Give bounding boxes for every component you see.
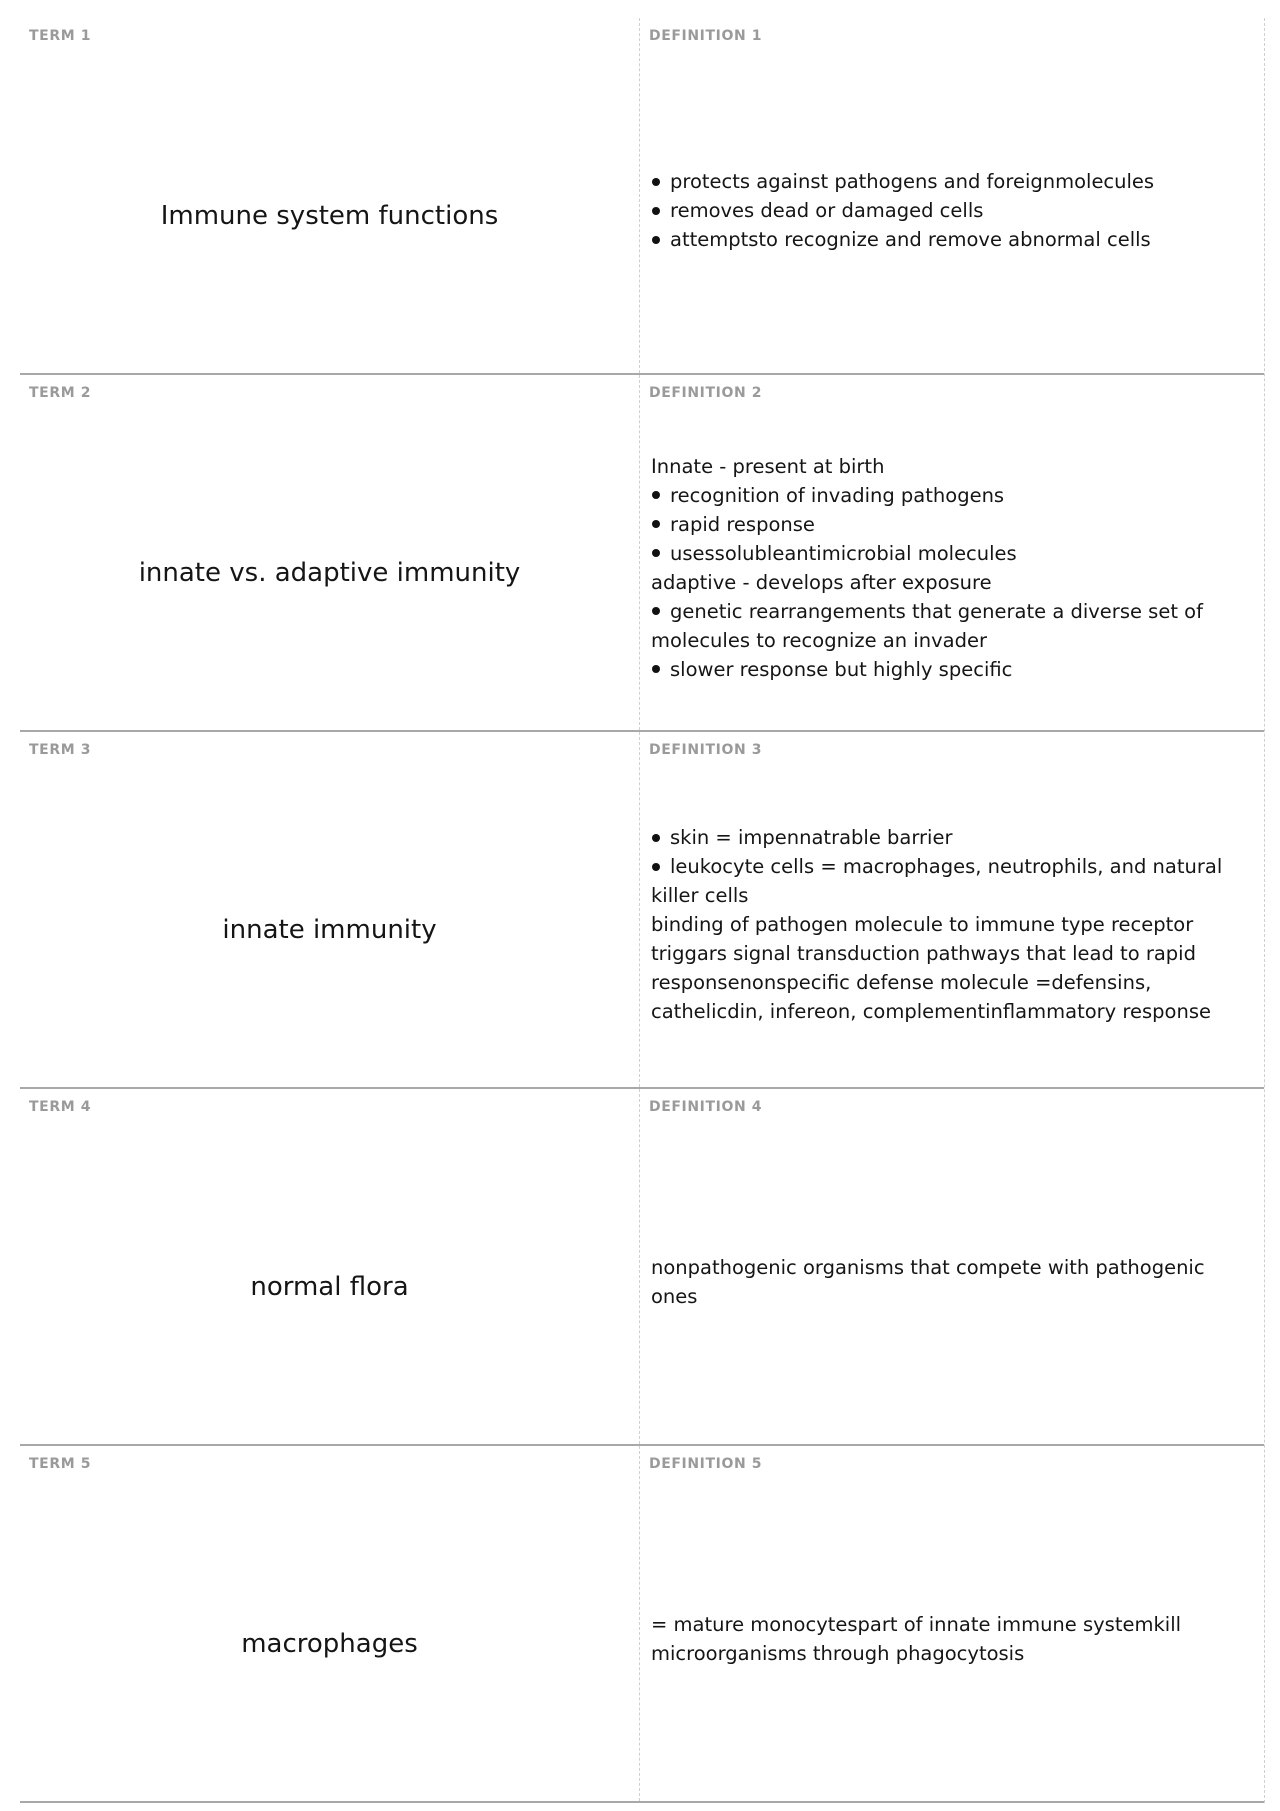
definition-line: rapid response	[651, 510, 1250, 539]
term-label: TERM 4	[29, 1099, 92, 1115]
definition-line: leukocyte cells = macrophages, neutrophils, and natural killer cells	[651, 852, 1250, 910]
definition-cell	[640, 1446, 1264, 1801]
definition-line: nonpathogenic organisms that compete with pathogenic ones	[651, 1255, 1205, 1308]
flashcard-sheet	[20, 18, 1265, 1803]
definition-line: attemptsto recognize and remove abnormal cells	[651, 225, 1250, 254]
definition-body	[651, 1129, 1250, 1434]
term-label: TERM 5	[29, 1456, 92, 1472]
definition-cell	[640, 375, 1264, 730]
term-text: innate immunity	[222, 914, 437, 945]
term-text: Immune system functions	[160, 200, 499, 231]
definition-line: slower response but highly specific	[651, 655, 1250, 684]
flashcard-row	[20, 1446, 1264, 1803]
flashcard-row	[20, 732, 1264, 1089]
definition-label: DEFINITION 4	[649, 1099, 763, 1115]
definition-cell	[640, 1089, 1264, 1444]
definition-label: DEFINITION 3	[649, 742, 763, 758]
term-cell	[20, 18, 640, 373]
definition-line: removes dead or damaged cells	[651, 196, 1250, 225]
term-label: TERM 1	[29, 28, 92, 44]
flashcard-row	[20, 375, 1264, 732]
definition-line: skin = impennatrable barrier	[651, 823, 1250, 852]
definition-line: genetic rearrangements that generate a diverse set of molecules to recognize an invader	[651, 597, 1250, 655]
definition-line: binding of pathogen molecule to immune type receptor triggars signal transduction pathways that lead to rapid responsenonspecific defense molecule =defensins, cathelicdin, infereon, complementinflammatory response	[651, 913, 1211, 1023]
term-text: macrophages	[241, 1628, 418, 1659]
definition-cell	[640, 732, 1264, 1087]
flashcard-row	[20, 18, 1264, 375]
definition-body	[651, 58, 1250, 363]
definition-line: = mature monocytespart of innate immune systemkill microorganisms through phagocytosis	[651, 1612, 1182, 1665]
term-cell	[20, 375, 640, 730]
term-cell	[20, 1089, 640, 1444]
definition-label: DEFINITION 2	[649, 385, 763, 401]
definition-line: adaptive - develops after exposure	[651, 570, 992, 594]
term-cell	[20, 732, 640, 1087]
definition-body	[651, 415, 1250, 720]
definition-line: usessolubleantimicrobial molecules	[651, 539, 1250, 568]
definition-label: DEFINITION 5	[649, 1456, 763, 1472]
term-label: TERM 3	[29, 742, 92, 758]
definition-body	[651, 772, 1250, 1077]
definition-line: Innate - present at birth	[651, 454, 885, 478]
definition-cell	[640, 18, 1264, 373]
definition-body	[651, 1486, 1250, 1791]
definition-label: DEFINITION 1	[649, 28, 763, 44]
flashcard-row	[20, 1089, 1264, 1446]
term-label: TERM 2	[29, 385, 92, 401]
term-cell	[20, 1446, 640, 1801]
term-text: innate vs. adaptive immunity	[138, 557, 521, 588]
term-text: normal flora	[250, 1271, 409, 1302]
definition-line: protects against pathogens and foreignmolecules	[651, 167, 1250, 196]
definition-line: recognition of invading pathogens	[651, 481, 1250, 510]
